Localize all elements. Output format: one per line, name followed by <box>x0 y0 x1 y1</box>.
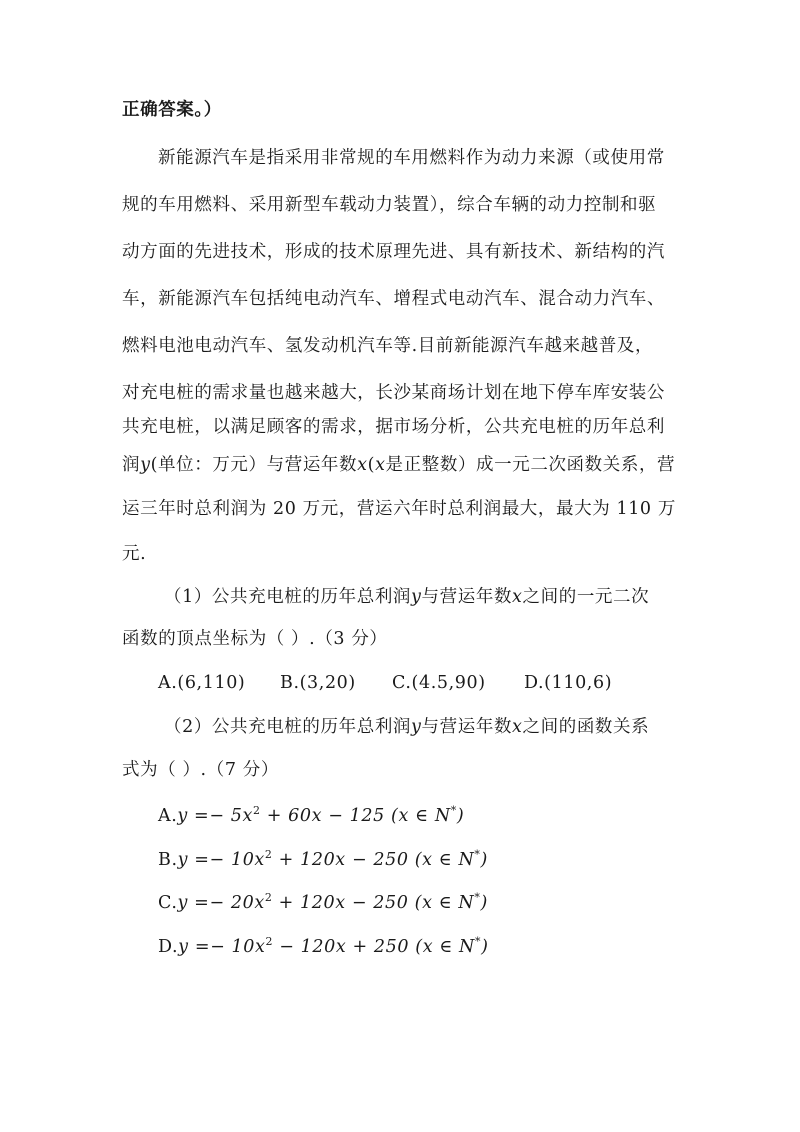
equation <box>177 806 464 826</box>
var-y: y <box>411 717 422 737</box>
exponent: * <box>450 804 457 817</box>
var-y: y <box>140 455 151 475</box>
text-segment: 与营运年数 <box>421 587 513 607</box>
exponent: 2 <box>265 935 274 948</box>
equation <box>178 937 488 957</box>
equation-part: ) <box>480 850 488 870</box>
equation-part: y =− 5x <box>177 806 253 826</box>
option-a: A.(6,110) <box>158 673 246 693</box>
paragraph-line: 共充电桩，以满足顾客的需求，据市场分析，公共充电桩的历年总利 <box>122 417 665 437</box>
text-segment: 与营运年数 <box>421 717 513 737</box>
text-segment: (单位：万元）与营运年数 <box>150 455 358 475</box>
question-1-line: 函数的顶点坐标为（ ）.（3 分） <box>122 629 388 649</box>
text-segment: （1）公共充电桩的历年总利润 <box>164 587 412 607</box>
exponent: 2 <box>264 891 273 904</box>
text-segment: 之间的一元二次 <box>522 587 650 607</box>
equation-part: − 120x + 250 (x ∈ N <box>273 937 475 957</box>
text-segment: 润 <box>122 455 141 475</box>
option-label: A. <box>158 806 178 826</box>
equation-part: ) <box>456 806 465 826</box>
paragraph-line: 燃料电池电动汽车、氢发动机汽车等.目前新能源汽车越来越普及， <box>122 336 654 356</box>
option-b <box>158 848 800 872</box>
paragraph-line: 元. <box>122 544 147 564</box>
text-segment: 之间的函数关系 <box>522 717 650 737</box>
paragraph-line: 动方面的先进技术，形成的技术原理先进、具有新技术、新结构的汽 <box>122 242 665 262</box>
equation-part: y =− 10x <box>177 850 265 870</box>
equation-part: ) <box>481 937 489 957</box>
option-b: B.(3,20) <box>280 673 356 693</box>
var-x: x <box>512 587 523 607</box>
var-x: x <box>357 455 368 475</box>
option-label: C. <box>158 893 178 913</box>
equation-part: + 120x − 250 (x ∈ N <box>272 893 475 913</box>
exponent: 2 <box>264 848 273 861</box>
question-2-line: 式为（ ）.（7 分） <box>122 760 279 780</box>
equation <box>178 850 488 870</box>
paragraph-line: 对充电桩的需求量也越来越大，长沙某商场计划在地下停车库安装公 <box>122 383 665 403</box>
option-d <box>158 935 800 959</box>
equation-part: y =− 20x <box>177 893 265 913</box>
exponent: * <box>474 891 481 904</box>
exponent: * <box>474 848 481 861</box>
option-c <box>158 891 800 915</box>
equation-part: y =− 10x <box>178 937 266 957</box>
paragraph-line: 运三年时总利润为 20 万元，营运六年时总利润最大，最大为 110 万 <box>122 499 676 519</box>
var-y: y <box>411 587 422 607</box>
option-label: B. <box>158 850 178 870</box>
equation-part: + 60x − 125 (x ∈ N <box>260 806 451 826</box>
section-heading: 正确答案。） <box>122 100 222 120</box>
exponent: * <box>474 935 482 948</box>
equation-part: + 120x − 250 (x ∈ N <box>272 850 475 870</box>
question-2-line <box>164 715 800 739</box>
paragraph-line: 规的车用燃料、采用新型车载动力装置），综合车辆的动力控制和驱 <box>122 195 657 215</box>
text-segment: （2）公共充电桩的历年总利润 <box>164 717 412 737</box>
text-segment: 是正整数）成一元二次函数关系，营 <box>385 455 676 475</box>
option-c: C.(4.5,90) <box>392 673 486 693</box>
option-label: D. <box>158 937 179 957</box>
equation <box>178 893 488 913</box>
var-x: x <box>375 455 386 475</box>
var-x: x <box>512 717 523 737</box>
paragraph-line: 新能源汽车是指采用非常规的车用燃料作为动力来源（或使用常 <box>158 148 665 168</box>
text-segment: ( <box>367 455 376 475</box>
exponent: 2 <box>252 804 261 817</box>
paragraph-line: 车，新能源汽车包括纯电动汽车、增程式电动汽车、混合动力汽车、 <box>122 289 665 309</box>
question-1-line <box>164 585 800 609</box>
option-a <box>158 804 800 828</box>
option-d: D.(110,6) <box>524 673 613 693</box>
paragraph-line <box>122 453 800 477</box>
equation-part: ) <box>480 893 488 913</box>
